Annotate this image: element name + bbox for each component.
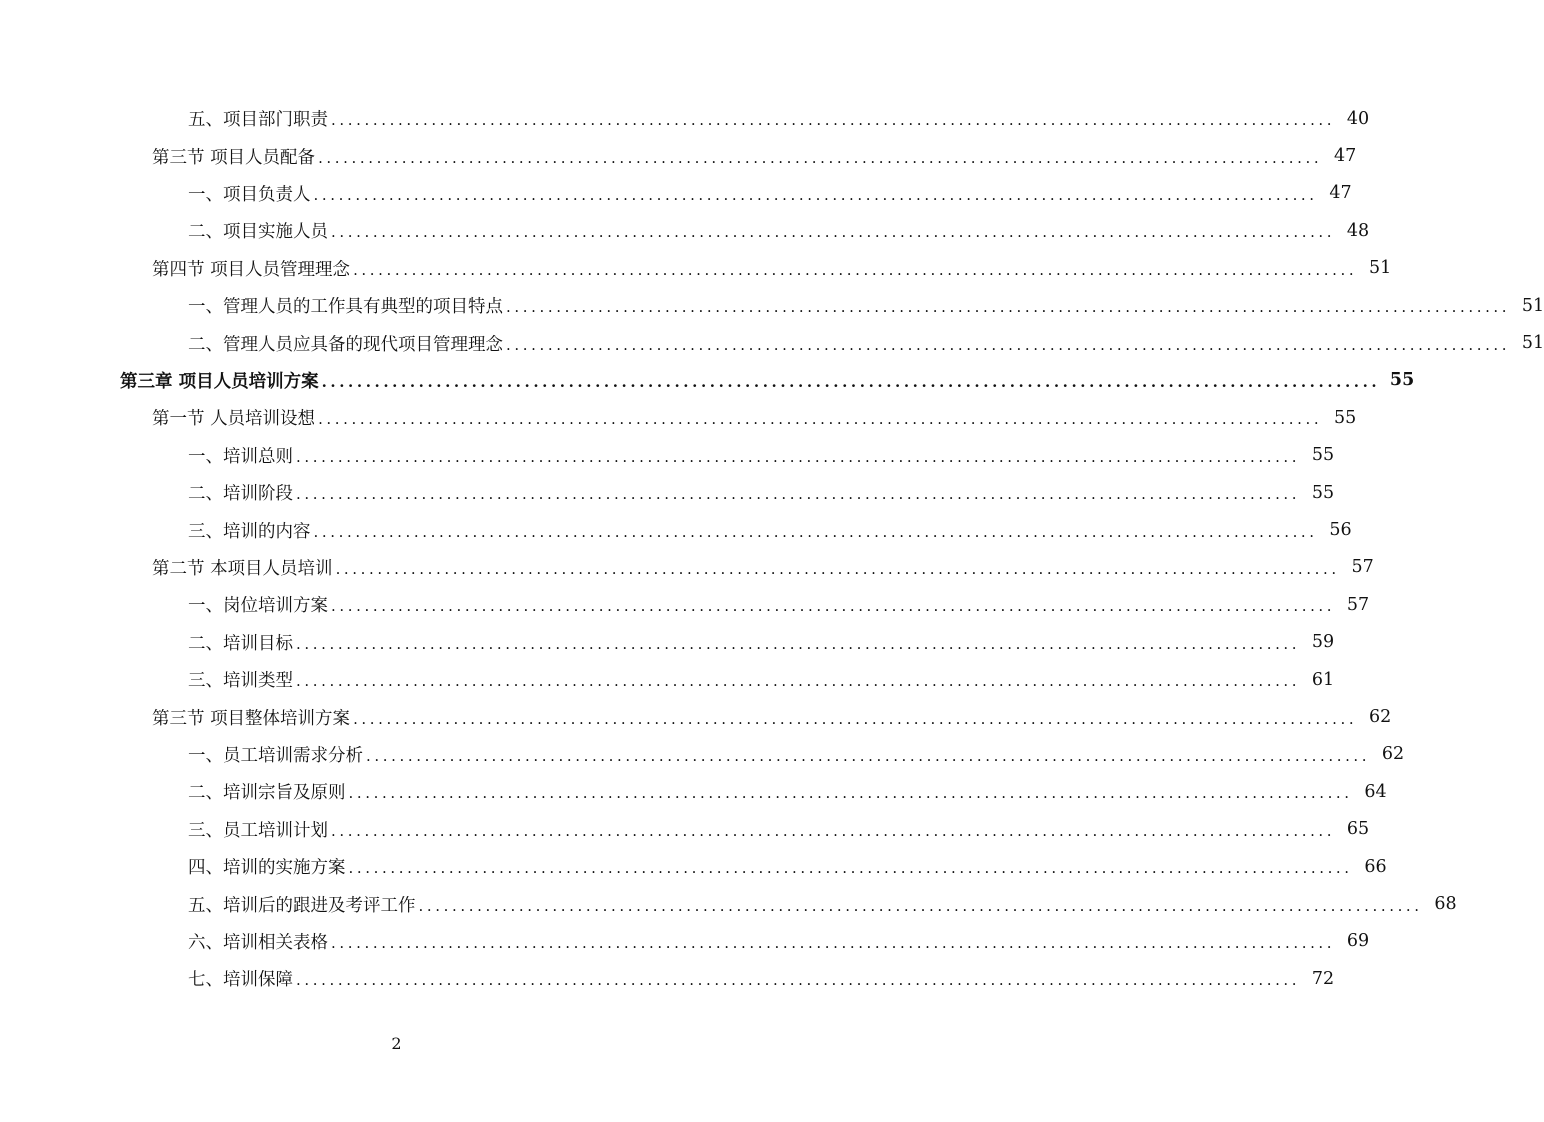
toc-leader-dots: ........................................................................................................................ — [321, 372, 1381, 391]
toc-entry-page: 68 — [1434, 894, 1457, 915]
toc-entry-label: 一、项目负责人 — [188, 184, 311, 205]
toc-entry-label: 第一节 人员培训设想 — [152, 409, 316, 430]
toc-entry-item[interactable] — [0, 511, 1352, 548]
toc-leader-dots: ........................................................................................................................ — [296, 485, 1301, 504]
toc-entry-item[interactable] — [0, 885, 1457, 922]
toc-entry-item[interactable] — [0, 736, 1405, 773]
toc-entry-item[interactable] — [0, 287, 1544, 324]
toc-entry-page: 59 — [1311, 632, 1335, 653]
toc-leader-dots: ........................................................................................................................ — [296, 971, 1301, 990]
toc-leader-dots: ........................................................................................................................ — [318, 410, 1323, 429]
toc-entry-item[interactable] — [0, 773, 1387, 810]
toc-entry-page: 55 — [1389, 370, 1415, 391]
toc-entry-label: 三、员工培训计划 — [188, 820, 328, 841]
toc-entry-item[interactable] — [0, 212, 1370, 249]
toc-entry-section[interactable] — [0, 698, 1392, 735]
toc-entry-page: 47 — [1333, 146, 1357, 167]
toc-entry-label: 二、管理人员应具备的现代项目管理理念 — [188, 334, 503, 355]
toc-entry-page: 64 — [1364, 781, 1387, 802]
toc-leader-dots: ........................................................................................................................ — [313, 185, 1318, 204]
toc-entry-page: 61 — [1311, 669, 1335, 690]
toc-entry-label: 三、培训的内容 — [188, 521, 311, 542]
toc-entry-page: 57 — [1346, 594, 1370, 615]
toc-entry-section[interactable] — [0, 250, 1392, 287]
toc-entry-page: 55 — [1311, 445, 1335, 466]
toc-leader-dots: ........................................................................................................................ — [348, 784, 1353, 803]
toc-entry-page: 55 — [1311, 482, 1335, 503]
toc-entry-item[interactable] — [0, 661, 1335, 698]
toc-entry-page: 51 — [1521, 333, 1544, 354]
toc-entry-label: 第三节 项目整体培训方案 — [152, 708, 351, 729]
toc-leader-dots: ........................................................................................................................ — [353, 260, 1358, 279]
toc-leader-dots: ........................................................................................................................ — [331, 933, 1336, 952]
toc-entry-page: 72 — [1311, 968, 1335, 989]
toc-entry-label: 一、岗位培训方案 — [188, 596, 328, 617]
toc-entry-label: 六、培训相关表格 — [188, 932, 328, 953]
toc-entry-label: 第三节 项目人员配备 — [152, 147, 316, 168]
toc-leader-dots: ........................................................................................................................ — [313, 522, 1318, 541]
toc-entry-label: 第四节 项目人员管理理念 — [152, 259, 351, 280]
toc-leader-dots: ........................................................................................................................ — [335, 559, 1340, 578]
toc-leader-dots: ........................................................................................................................ — [331, 597, 1336, 616]
toc-entry-page: 69 — [1346, 931, 1370, 952]
toc-entry-label: 五、项目部门职责 — [188, 110, 328, 131]
toc-entry-page: 51 — [1521, 295, 1544, 316]
toc-entry-item[interactable] — [0, 586, 1370, 623]
toc-entry-label: 四、培训的实施方案 — [188, 858, 346, 879]
toc-entry-item[interactable] — [0, 923, 1370, 960]
toc-leader-dots: ........................................................................................................................ — [366, 746, 1371, 765]
toc-entry-page: 62 — [1368, 707, 1392, 728]
toc-leader-dots: ........................................................................................................................ — [296, 447, 1301, 466]
toc-entry-item[interactable] — [0, 324, 1544, 361]
toc-entry-item[interactable] — [0, 624, 1335, 661]
toc-entry-label: 第二节 本项目人员培训 — [152, 558, 333, 579]
toc-entry-page: 40 — [1346, 108, 1370, 129]
toc-entry-page: 47 — [1329, 183, 1352, 204]
toc-leader-dots: ........................................................................................................................ — [331, 111, 1336, 130]
toc-entry-page: 65 — [1346, 819, 1370, 840]
toc-leader-dots: ........................................................................................................................ — [506, 298, 1511, 317]
toc-entry-page: 55 — [1333, 407, 1357, 428]
toc-leader-dots: ........................................................................................................................ — [506, 335, 1511, 354]
toc-entry-chapter[interactable] — [0, 362, 1415, 399]
toc-leader-dots: ........................................................................................................................ — [318, 148, 1323, 167]
toc-entry-page: 48 — [1346, 220, 1370, 241]
toc-entry-label: 三、培训类型 — [188, 671, 293, 692]
toc-entry-label: 七、培训保障 — [188, 970, 293, 991]
toc-entry-label: 第三章 项目人员培训方案 — [120, 371, 319, 392]
toc-entry-page: 57 — [1351, 557, 1374, 578]
toc-entry-section[interactable] — [0, 137, 1357, 174]
toc-entry-label: 五、培训后的跟进及考评工作 — [188, 895, 416, 916]
toc-entry-page: 66 — [1364, 856, 1387, 877]
toc-entry-page: 62 — [1381, 744, 1405, 765]
toc-leader-dots: ........................................................................................................................ — [418, 896, 1423, 915]
toc-leader-dots: ........................................................................................................................ — [348, 859, 1353, 878]
toc-entry-label: 一、员工培训需求分析 — [188, 745, 363, 766]
toc-entry-item[interactable] — [0, 100, 1370, 137]
toc-entry-label: 一、培训总则 — [188, 446, 293, 467]
toc-leader-dots: ........................................................................................................................ — [331, 223, 1336, 242]
toc-entry-section[interactable] — [0, 399, 1357, 436]
toc-leader-dots: ........................................................................................................................ — [331, 821, 1336, 840]
toc-entry-label: 一、管理人员的工作具有典型的项目特点 — [188, 297, 503, 318]
toc-entry-label: 二、培训目标 — [188, 633, 293, 654]
toc-entry-item[interactable] — [0, 474, 1335, 511]
toc-leader-dots: ........................................................................................................................ — [353, 709, 1358, 728]
toc-entry-page: 56 — [1329, 520, 1352, 541]
toc-entry-item[interactable] — [0, 848, 1387, 885]
toc-entry-section[interactable] — [0, 549, 1374, 586]
toc-entry-item[interactable] — [0, 811, 1370, 848]
toc-entry-page: 51 — [1368, 258, 1392, 279]
toc-leader-dots: ........................................................................................................................ — [296, 672, 1301, 691]
page-number: 2 — [391, 1034, 402, 1053]
toc-entry-label: 二、培训阶段 — [188, 484, 293, 505]
toc-entry-item[interactable] — [0, 437, 1335, 474]
toc-leader-dots: ........................................................................................................................ — [296, 634, 1301, 653]
toc-entry-label: 二、项目实施人员 — [188, 222, 328, 243]
toc-entry-item[interactable] — [0, 175, 1352, 212]
toc-entry-item[interactable] — [0, 960, 1335, 997]
toc-entry-label: 二、培训宗旨及原则 — [188, 783, 346, 804]
